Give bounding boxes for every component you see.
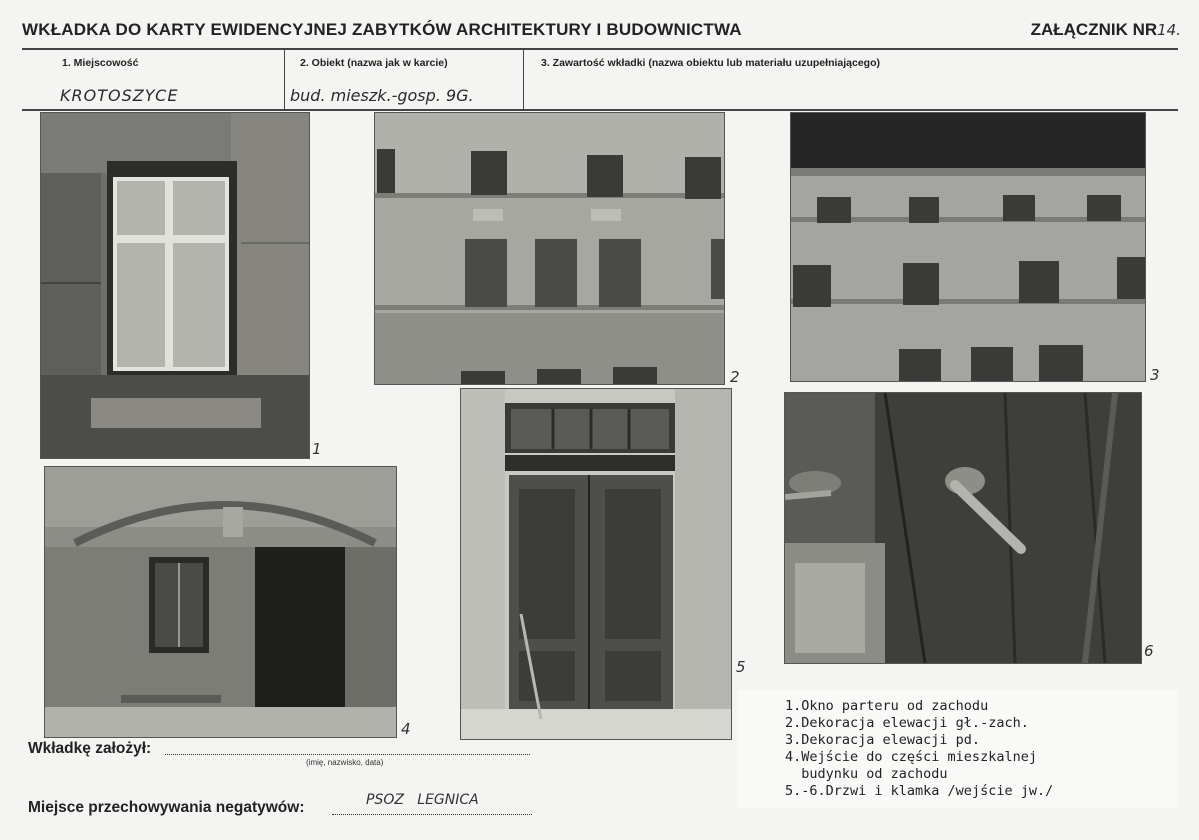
annex-label: ZAŁĄCZNIK NR	[1030, 20, 1158, 39]
photo-number-4: 4	[401, 720, 411, 738]
annex-number	[1031, 20, 1181, 40]
created-by-line	[165, 754, 530, 755]
photo-entrance	[44, 466, 397, 738]
fields-divider-2	[523, 50, 524, 109]
created-by-label: Wkładkę założył:	[28, 740, 152, 757]
created-by-sublabel: (imię, nazwisko, data)	[306, 758, 384, 767]
negatives-location-value: PSOZ LEGNICA	[366, 792, 479, 808]
fields-divider-1	[284, 50, 285, 109]
photo-number-3: 3	[1150, 366, 1160, 384]
photo-number-5: 5	[736, 658, 746, 676]
object-value: bud. mieszk.-gosp. 9G.	[290, 86, 474, 105]
object-label: 2. Obiekt (nazwa jak w karcie)	[300, 57, 448, 69]
caption-item: 5.-6.Drzwi i klamka /wejście jw./	[785, 783, 1054, 799]
caption-list	[785, 698, 1053, 800]
caption-item: 3.Dekoracja elewacji pd.	[785, 732, 981, 748]
caption-item: budynku od zachodu	[785, 766, 948, 782]
locality-label: 1. Miejscowość	[62, 57, 139, 69]
photo-door	[460, 388, 732, 740]
caption-item: 2.Dekoracja elewacji gł.-zach.	[785, 715, 1029, 731]
negatives-location-line	[332, 814, 532, 815]
document-title: WKŁADKA DO KARTY EWIDENCYJNEJ ZABYTKÓW ARCHITEKTURY I BUDOWNICTWA	[22, 20, 742, 39]
annex-handwritten-number: 14.	[1157, 21, 1181, 39]
caption-item: 1.Okno parteru od zachodu	[785, 698, 989, 714]
negatives-location-label: Miejsce przechowywania negatywów:	[28, 799, 305, 816]
locality-value: KROTOSZYCE	[60, 86, 179, 105]
photo-window	[40, 112, 310, 459]
photo-number-6: 6	[1144, 642, 1154, 660]
contents-label: 3. Zawartość wkładki (nazwa obiektu lub materiału uzupełniającego)	[541, 57, 880, 69]
photo-facade-west	[374, 112, 725, 385]
caption-item: 4.Wejście do części mieszkalnej	[785, 749, 1037, 765]
photo-facade-south	[790, 112, 1146, 382]
photo-number-2: 2	[730, 368, 740, 386]
photo-door-handle	[784, 392, 1142, 664]
fields-bottom-rule	[22, 109, 1178, 111]
header-rule	[22, 48, 1178, 50]
photo-number-1: 1	[312, 440, 322, 458]
